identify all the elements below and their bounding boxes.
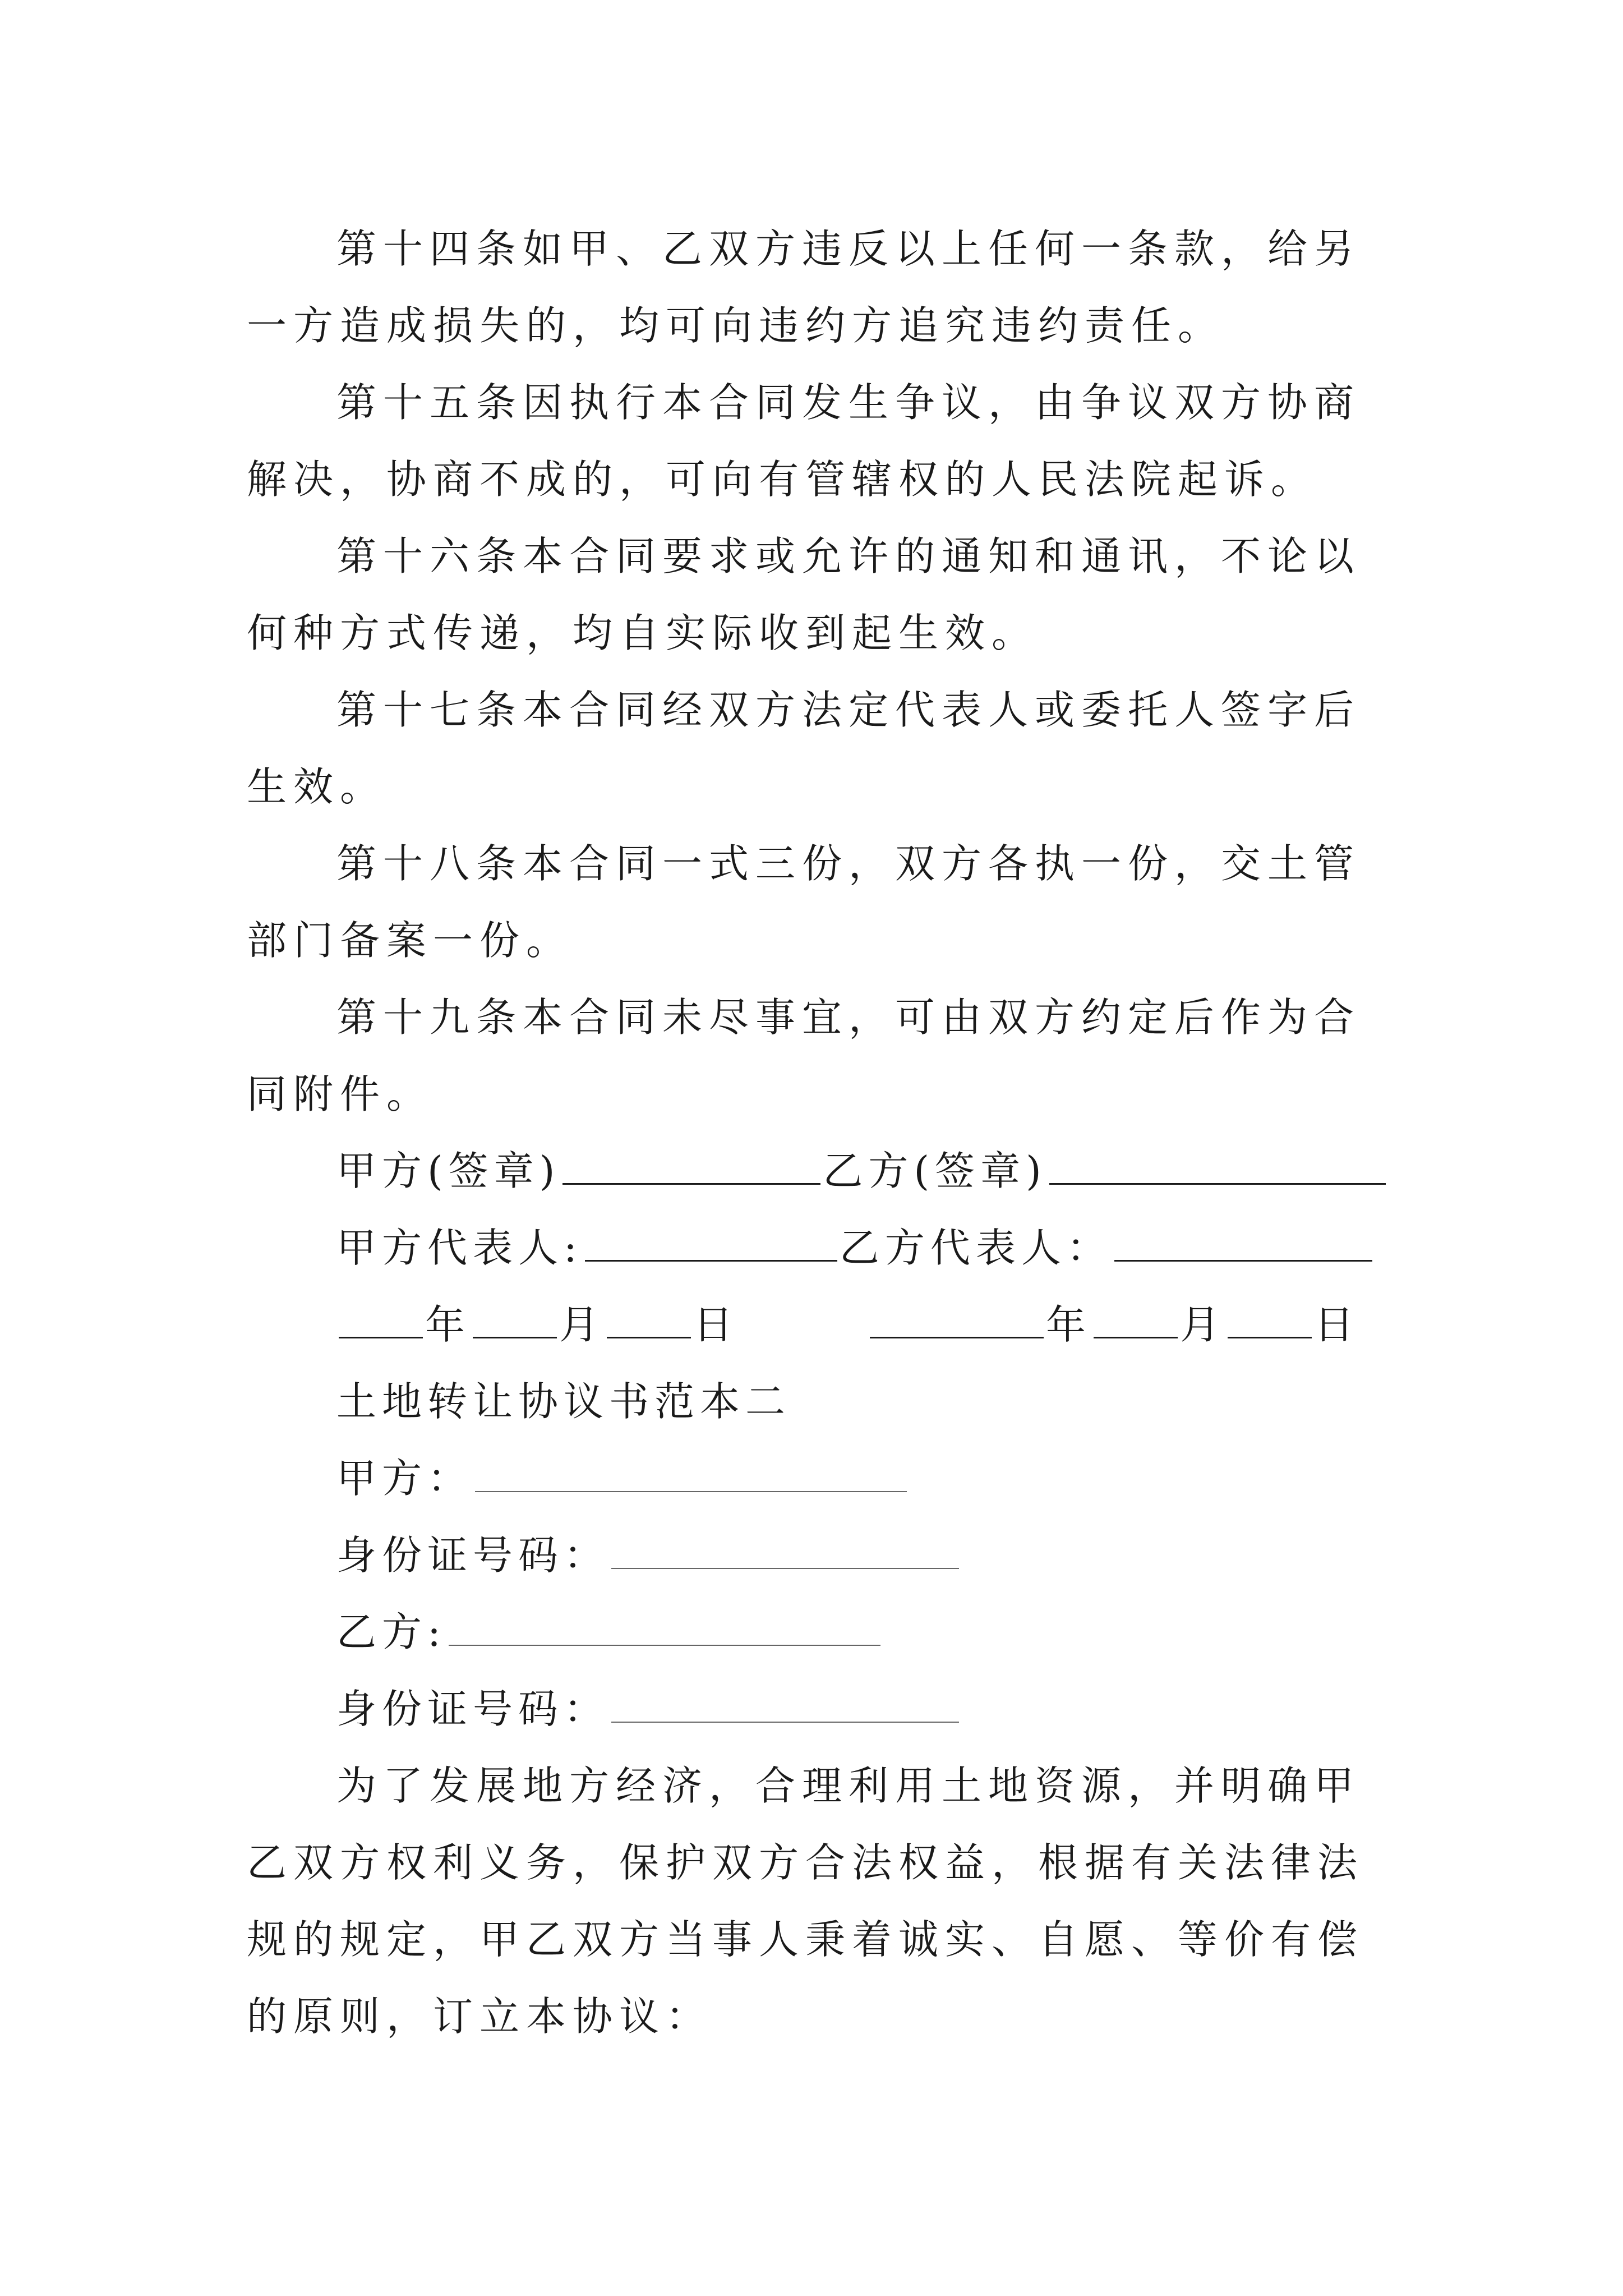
party-b-label: 乙方: (336, 1609, 446, 1655)
id-b-blank (611, 1688, 959, 1723)
year-b-label: 年 (1046, 1301, 1092, 1348)
id-a-blank (611, 1534, 959, 1569)
id-a-label: 身份证号码： (336, 1532, 610, 1579)
party-a-rep-label: 甲方代表人: (336, 1225, 583, 1271)
month-b-label: 月 (1180, 1301, 1226, 1348)
article-17: 第十七条本合同经双方法定代表人或委托人签字后生效。 (247, 687, 1361, 810)
sample2-id-a-row (336, 1517, 961, 1594)
party-b-seal-blank (1049, 1149, 1386, 1185)
signature-rep-row (336, 1209, 1375, 1286)
article-15: 第十五条因执行本合同发生争议，由争议双方协商解决，协商不成的，可向有管辖权的人民法院起诉。 (247, 379, 1361, 503)
party-a-label: 甲方： (336, 1455, 473, 1502)
party-a-seal-label: 甲方(签章) (336, 1148, 561, 1194)
party-b-blank (449, 1611, 880, 1646)
article-16: 第十六条本合同要求或允许的通知和通讯，不论以何种方式传递，均自实际收到起生效。 (247, 533, 1361, 656)
sample2-id-b-row (336, 1671, 961, 1747)
day-b-blank (1228, 1303, 1312, 1338)
sample2-preamble: 为了发展地方经济，合理利用土地资源，并明确甲乙双方权利义务，保护双方合法权益，根据有关法律法规的规定，甲乙双方当事人秉着诚实、自愿、等价有偿的原则，订立本协议： (247, 1763, 1364, 2040)
sample2-party-b-row (336, 1594, 883, 1671)
year-a-label: 年 (425, 1301, 471, 1348)
party-a-rep-blank (585, 1226, 837, 1262)
day-a-label: 日 (693, 1301, 739, 1348)
signature-date-row (336, 1286, 1359, 1363)
party-b-rep-blank (1114, 1226, 1372, 1262)
party-a-seal-blank (562, 1149, 820, 1185)
sample2-title: 土地转让协议书范本二 (336, 1378, 791, 1425)
month-b-blank (1094, 1303, 1178, 1338)
year-a-blank (339, 1303, 423, 1338)
party-b-rep-label: 乙方代表人： (839, 1225, 1112, 1271)
day-b-label: 日 (1314, 1301, 1360, 1348)
sample2-party-a-row (336, 1440, 909, 1517)
article-14: 第十四条如甲、乙双方违反以上任何一条款，给另一方造成损失的，均可向违约方追究违约责任。 (247, 226, 1361, 349)
party-b-seal-label: 乙方(签章) (823, 1148, 1047, 1194)
month-a-blank (473, 1303, 557, 1338)
year-b-blank (870, 1303, 1044, 1338)
article-19: 第十九条本合同未尽事宜，可由双方约定后作为合同附件。 (247, 994, 1361, 1117)
day-a-blank (607, 1303, 691, 1338)
party-a-blank (475, 1457, 907, 1492)
article-18: 第十八条本合同一式三份，双方各执一份，交土管部门备案一份。 (247, 840, 1361, 964)
signature-seal-row (336, 1133, 1388, 1209)
id-b-label: 身份证号码： (336, 1686, 610, 1732)
month-a-label: 月 (559, 1301, 605, 1348)
